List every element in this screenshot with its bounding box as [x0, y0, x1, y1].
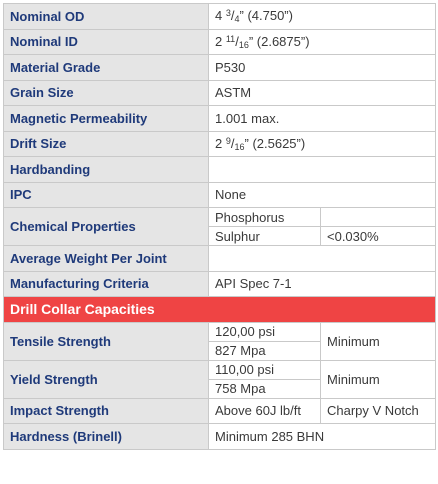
- chemical-properties-label: Chemical Properties: [4, 208, 209, 246]
- table-row: [4, 424, 436, 450]
- phosphorus-value: [321, 208, 436, 227]
- average-weight-value: [209, 246, 436, 272]
- tensile-strength-label: Tensile Strength: [4, 322, 209, 360]
- tensile-strength-mpa: 827 Mpa: [209, 341, 321, 360]
- drill-collar-capacities-heading: Drill Collar Capacities: [4, 297, 436, 323]
- hardbanding-label: Hardbanding: [4, 157, 209, 183]
- grain-size-value: ASTM: [209, 80, 436, 106]
- impact-strength-qualifier: Charpy V Notch: [321, 398, 436, 424]
- average-weight-label: Average Weight Per Joint: [4, 246, 209, 272]
- table-row: [4, 55, 436, 81]
- table-row: [4, 106, 436, 132]
- table-row: [4, 80, 436, 106]
- ipc-label: IPC: [4, 182, 209, 208]
- table-row: [4, 208, 436, 227]
- tensile-strength-qualifier: Minimum: [321, 322, 436, 360]
- sulphur-value: <0.030%: [321, 227, 436, 246]
- table-row: [4, 182, 436, 208]
- section-banner: [4, 297, 436, 323]
- magnetic-permeability-label: Magnetic Permeability: [4, 106, 209, 132]
- table-row: [4, 360, 436, 379]
- impact-strength-label: Impact Strength: [4, 398, 209, 424]
- magnetic-permeability-value: 1.001 max.: [209, 106, 436, 132]
- manufacturing-criteria-value: API Spec 7-1: [209, 271, 436, 297]
- nominal-id-value: 2 $^{11}/_{16}$” (2.6875”): [209, 29, 436, 55]
- drift-size-label: Drift Size: [4, 131, 209, 157]
- ipc-value: None: [209, 182, 436, 208]
- drill-collar-spec-table: [3, 3, 436, 450]
- spec-table-container: [3, 3, 435, 450]
- drift-size-value: 2 $^9/_{16}$” (2.5625”): [209, 131, 436, 157]
- hardbanding-value: [209, 157, 436, 183]
- sulphur-label: Sulphur: [209, 227, 321, 246]
- manufacturing-criteria-label: Manufacturing Criteria: [4, 271, 209, 297]
- nominal-id-label: Nominal ID: [4, 29, 209, 55]
- material-grade-label: Material Grade: [4, 55, 209, 81]
- table-row: [4, 322, 436, 341]
- yield-strength-label: Yield Strength: [4, 360, 209, 398]
- table-row: [4, 271, 436, 297]
- hardness-label: Hardness (Brinell): [4, 424, 209, 450]
- yield-strength-psi: 110,00 psi: [209, 360, 321, 379]
- table-row: [4, 246, 436, 272]
- tensile-strength-psi: 120,00 psi: [209, 322, 321, 341]
- table-row: [4, 398, 436, 424]
- table-row: [4, 157, 436, 183]
- table-row: [4, 29, 436, 55]
- nominal-od-label: Nominal OD: [4, 4, 209, 30]
- hardness-value: Minimum 285 BHN: [209, 424, 436, 450]
- nominal-od-value: 4 $^3/_4$” (4.750”): [209, 4, 436, 30]
- table-row: [4, 131, 436, 157]
- grain-size-label: Grain Size: [4, 80, 209, 106]
- yield-strength-mpa: 758 Mpa: [209, 379, 321, 398]
- phosphorus-label: Phosphorus: [209, 208, 321, 227]
- yield-strength-qualifier: Minimum: [321, 360, 436, 398]
- table-row: [4, 4, 436, 30]
- impact-strength-value: Above 60J lb/ft: [209, 398, 321, 424]
- material-grade-value: P530: [209, 55, 436, 81]
